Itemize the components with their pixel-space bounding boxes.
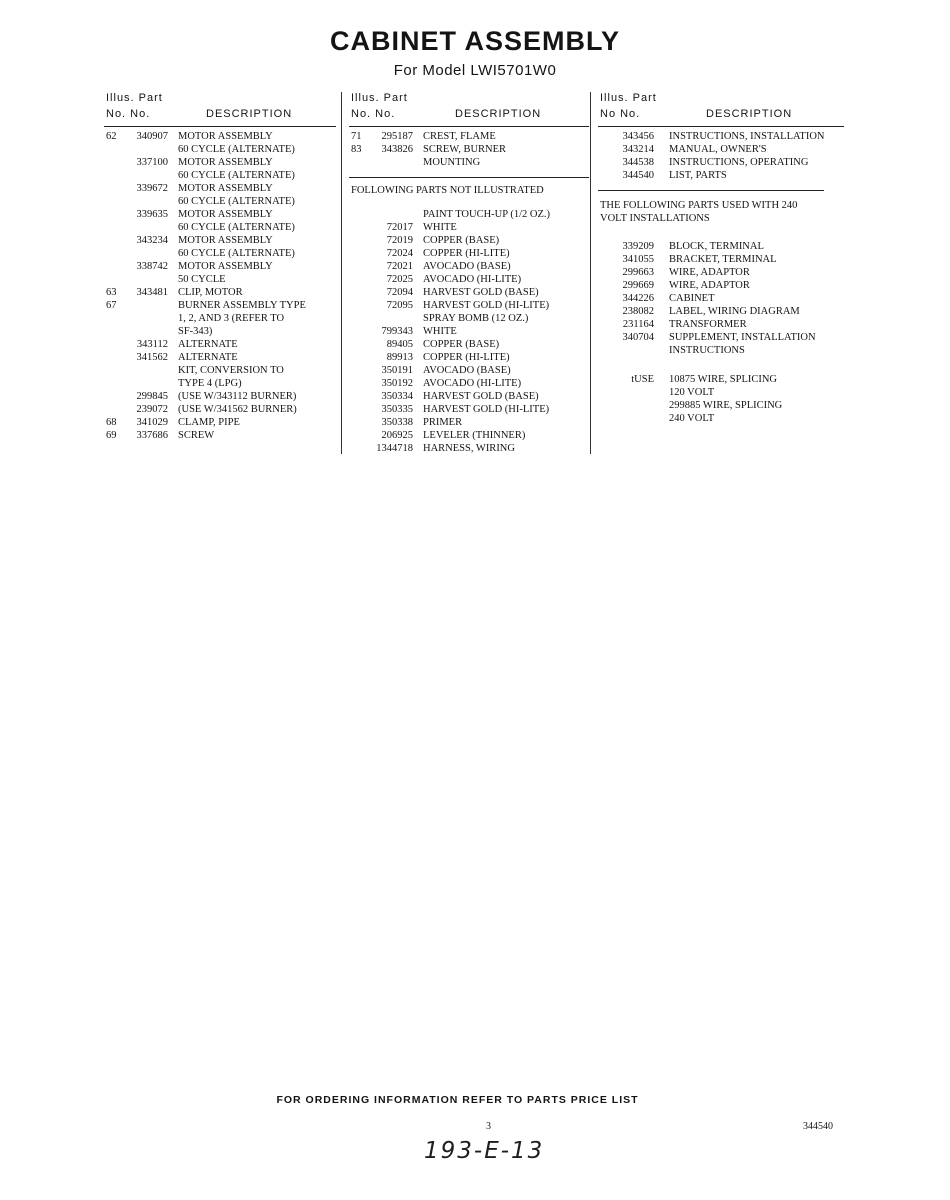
page-title: CABINET ASSEMBLY — [329, 26, 621, 56]
part-description: CLAMP, PIPE — [178, 417, 240, 428]
parts-row — [598, 169, 844, 182]
part-description: WIRE, ADAPTOR — [669, 267, 750, 278]
part-description: 60 CYCLE (ALTERNATE) — [178, 196, 295, 207]
parts-row — [349, 208, 589, 221]
parts-row — [349, 442, 589, 455]
part-number: 350338 — [381, 417, 413, 428]
part-number: 72021 — [386, 261, 413, 272]
parts-row — [104, 299, 336, 312]
parts-row — [349, 299, 589, 312]
part-number: 350191 — [381, 365, 413, 376]
part-number: 343826 — [381, 144, 413, 155]
part-description: PRIMER — [423, 417, 463, 428]
part-number: 343112 — [136, 339, 168, 350]
part-number: 239072 — [136, 404, 168, 415]
part-description: AVOCADO (BASE) — [423, 365, 511, 376]
parts-row — [598, 143, 844, 156]
header-no-no: No. No. — [351, 108, 396, 120]
illus-number: 67 — [106, 300, 117, 311]
part-number: 341562 — [136, 352, 168, 363]
parts-row — [598, 130, 844, 143]
parts-column-3 — [598, 90, 844, 425]
parts-row — [349, 338, 589, 351]
part-description: AVOCADO (HI-LITE) — [423, 378, 522, 389]
illus-number: 68 — [106, 417, 117, 428]
parts-row — [598, 279, 844, 292]
part-description: HARVEST GOLD (BASE) — [423, 287, 539, 298]
part-description: SUPPLEMENT, INSTALLATION — [669, 332, 816, 343]
part-description: TYPE 4 (LPG) — [178, 378, 242, 389]
part-number: 206925 — [381, 430, 413, 441]
part-description: MOTOR ASSEMBLY — [178, 261, 273, 272]
part-number: 299663 — [622, 267, 654, 278]
parts-row — [104, 247, 336, 260]
part-number: 72025 — [386, 274, 413, 285]
part-number: 341055 — [622, 254, 654, 265]
column-header — [104, 90, 336, 127]
part-description: 60 CYCLE (ALTERNATE) — [178, 170, 295, 181]
parts-row — [598, 253, 844, 266]
part-number: 343234 — [136, 235, 168, 246]
parts-list — [598, 237, 844, 357]
parts-row — [104, 338, 336, 351]
part-description: 10875 WIRE, SPLICING — [669, 374, 778, 385]
part-number: 72095 — [386, 300, 413, 311]
part-number: 341029 — [136, 417, 168, 428]
part-description: SCREW, BURNER — [423, 144, 507, 155]
column-divider — [590, 92, 591, 454]
parts-row — [349, 416, 589, 429]
part-description: MOUNTING — [423, 157, 481, 168]
section-heading: THE FOLLOWING PARTS USED WITH 240 — [600, 200, 798, 211]
section-divider — [598, 190, 824, 191]
part-description: MANUAL, OWNER'S — [669, 144, 767, 155]
part-number: 295187 — [381, 131, 413, 142]
parts-row — [349, 390, 589, 403]
parts-row — [104, 416, 336, 429]
parts-row — [598, 305, 844, 318]
parts-list — [349, 127, 589, 169]
part-number: 350192 — [381, 378, 413, 389]
parts-row — [349, 312, 589, 325]
parts-row — [104, 286, 336, 299]
parts-row — [104, 169, 336, 182]
section-divider — [349, 177, 589, 178]
part-description: MOTOR ASSEMBLY — [178, 131, 273, 142]
part-description: SF-343) — [178, 326, 213, 337]
part-number: 343456 — [622, 131, 654, 142]
part-description: MOTOR ASSEMBLY — [178, 235, 273, 246]
parts-row — [598, 373, 844, 386]
parts-row — [349, 429, 589, 442]
part-number: tUSE — [631, 374, 654, 385]
part-number: 1344718 — [376, 443, 413, 454]
part-description: 60 CYCLE (ALTERNATE) — [178, 248, 295, 259]
parts-row — [349, 130, 589, 143]
parts-row — [598, 412, 844, 425]
part-number: 89405 — [386, 339, 413, 350]
header-no-no: No. No. — [106, 108, 151, 120]
header-illus-part: Illus. Part — [106, 92, 163, 104]
parts-row — [349, 364, 589, 377]
part-number: 238082 — [622, 306, 654, 317]
part-number: 343214 — [622, 144, 654, 155]
parts-row — [104, 312, 336, 325]
illus-number: 69 — [106, 430, 117, 441]
parts-row — [598, 266, 844, 279]
part-description: AVOCADO (HI-LITE) — [423, 274, 522, 285]
part-number: 89913 — [386, 352, 413, 363]
part-description: LEVELER (THINNER) — [423, 430, 526, 441]
parts-row — [349, 273, 589, 286]
parts-row — [349, 403, 589, 416]
part-description: COPPER (BASE) — [423, 339, 500, 350]
model-subtitle: For Model LWI5701W0 — [393, 62, 557, 79]
part-description: ALTERNATE — [178, 352, 238, 363]
parts-row — [349, 143, 589, 156]
parts-column-2 — [349, 90, 589, 455]
part-number: 350335 — [381, 404, 413, 415]
part-description: (USE W/341562 BURNER) — [178, 404, 297, 415]
part-description: WHITE — [423, 326, 457, 337]
parts-row — [349, 247, 589, 260]
part-description: SCREW — [178, 430, 215, 441]
part-number: 339672 — [136, 183, 168, 194]
header-illus-part: Illus. Part — [600, 92, 657, 104]
illus-number: 83 — [351, 144, 362, 155]
part-number: 340704 — [622, 332, 654, 343]
parts-row — [349, 260, 589, 273]
part-description: HARVEST GOLD (BASE) — [423, 391, 539, 402]
part-description: KIT, CONVERSION TO — [178, 365, 284, 376]
part-description: PAINT TOUCH-UP (1/2 OZ.) — [423, 209, 550, 220]
parts-row — [598, 292, 844, 305]
header-illus-part: Illus. Part — [351, 92, 408, 104]
header-description: DESCRIPTION — [455, 108, 542, 120]
parts-row — [349, 377, 589, 390]
part-description: TRANSFORMER — [669, 319, 747, 330]
parts-row — [104, 377, 336, 390]
part-description: MOTOR ASSEMBLY — [178, 157, 273, 168]
part-description: BRACKET, TERMINAL — [669, 254, 777, 265]
part-number: 343481 — [136, 287, 168, 298]
part-description: 60 CYCLE (ALTERNATE) — [178, 144, 295, 155]
part-description: LABEL, WIRING DIAGRAM — [669, 306, 800, 317]
part-description: MOTOR ASSEMBLY — [178, 183, 273, 194]
part-description: INSTRUCTIONS, OPERATING — [669, 157, 809, 168]
part-number: 72019 — [386, 235, 413, 246]
parts-row — [104, 130, 336, 143]
part-description: INSTRUCTIONS — [669, 345, 745, 356]
parts-row — [104, 273, 336, 286]
part-number: 72024 — [386, 248, 413, 259]
parts-row — [349, 221, 589, 234]
part-description: BLOCK, TERMINAL — [669, 241, 764, 252]
part-number: 299669 — [622, 280, 654, 291]
part-number: 231164 — [622, 319, 654, 330]
parts-row — [598, 399, 844, 412]
part-description: COPPER (BASE) — [423, 235, 500, 246]
part-number: 344226 — [622, 293, 654, 304]
illus-number: 62 — [106, 131, 117, 142]
part-description: CABINET — [669, 293, 715, 304]
parts-row — [349, 351, 589, 364]
ordering-note: FOR ORDERING INFORMATION REFER TO PARTS PRICE LIST — [276, 1094, 639, 1106]
section-heading: FOLLOWING PARTS NOT ILLUSTRATED — [351, 185, 544, 196]
part-description: 240 VOLT — [669, 413, 715, 424]
parts-row — [598, 331, 844, 344]
part-description: HARVEST GOLD (HI-LITE) — [423, 300, 550, 311]
part-description: 50 CYCLE — [178, 274, 226, 285]
parts-row — [104, 403, 336, 416]
part-description: HARVEST GOLD (HI-LITE) — [423, 404, 550, 415]
parts-row — [598, 156, 844, 169]
part-description: COPPER (HI-LITE) — [423, 248, 510, 259]
part-number: 337100 — [136, 157, 168, 168]
part-number: 338742 — [136, 261, 168, 272]
part-description: INSTRUCTIONS, INSTALLATION — [669, 131, 825, 142]
part-number: 72017 — [386, 222, 413, 233]
page-number: 3 — [486, 1121, 491, 1132]
part-description: HARNESS, WIRING — [423, 443, 515, 454]
parts-list — [104, 127, 336, 442]
part-number: 337686 — [136, 430, 168, 441]
part-number: 339209 — [622, 241, 654, 252]
part-number: 299845 — [136, 391, 168, 402]
part-description: CREST, FLAME — [423, 131, 496, 142]
header-description: DESCRIPTION — [706, 108, 793, 120]
parts-row — [104, 143, 336, 156]
part-number: 72094 — [386, 287, 413, 298]
parts-row — [104, 364, 336, 377]
part-description: 60 CYCLE (ALTERNATE) — [178, 222, 295, 233]
parts-row — [598, 386, 844, 399]
parts-row — [104, 429, 336, 442]
part-description: ALTERNATE — [178, 339, 238, 350]
part-number: 350334 — [381, 391, 413, 402]
column-header — [349, 90, 589, 127]
parts-row — [598, 240, 844, 253]
parts-row — [104, 260, 336, 273]
part-description: CLIP, MOTOR — [178, 287, 243, 298]
parts-row — [104, 156, 336, 169]
parts-row — [104, 234, 336, 247]
part-number: 340907 — [136, 131, 168, 142]
parts-row — [104, 195, 336, 208]
parts-row — [104, 351, 336, 364]
part-description: AVOCADO (BASE) — [423, 261, 511, 272]
parts-row — [104, 182, 336, 195]
part-description: WHITE — [423, 222, 457, 233]
parts-row — [598, 344, 844, 357]
parts-row — [349, 234, 589, 247]
part-number: 344538 — [622, 157, 654, 168]
document-number: 344540 — [803, 1121, 833, 1132]
parts-row — [104, 208, 336, 221]
parts-row — [104, 390, 336, 403]
illus-number: 71 — [351, 131, 362, 142]
parts-row — [104, 221, 336, 234]
part-number: 339635 — [136, 209, 168, 220]
parts-column-1 — [104, 90, 336, 442]
part-number: 344540 — [622, 170, 654, 181]
column-header — [598, 90, 844, 127]
illus-number: 63 — [106, 287, 117, 298]
part-number: 799343 — [381, 326, 413, 337]
parts-row — [104, 325, 336, 338]
part-description: 299885 WIRE, SPLICING — [669, 400, 783, 411]
section-heading: VOLT INSTALLATIONS — [600, 213, 710, 224]
part-description: WIRE, ADAPTOR — [669, 280, 750, 291]
handwritten-note: 193-E-13 — [424, 1138, 545, 1164]
parts-row — [349, 286, 589, 299]
header-no-no: No No. — [600, 108, 641, 120]
part-description: (USE W/343112 BURNER) — [178, 391, 297, 402]
parts-row — [598, 318, 844, 331]
parts-row — [349, 156, 589, 169]
parts-row — [349, 325, 589, 338]
part-description: LIST, PARTS — [669, 170, 727, 181]
parts-list — [349, 205, 589, 455]
header-description: DESCRIPTION — [206, 108, 293, 120]
column-divider — [341, 92, 342, 454]
part-description: MOTOR ASSEMBLY — [178, 209, 273, 220]
part-description: 1, 2, AND 3 (REFER TO — [178, 313, 285, 324]
parts-list — [598, 370, 844, 425]
part-description: BURNER ASSEMBLY TYPE — [178, 300, 306, 311]
part-description: 120 VOLT — [669, 387, 715, 398]
part-description: SPRAY BOMB (12 OZ.) — [423, 313, 529, 324]
part-description: COPPER (HI-LITE) — [423, 352, 510, 363]
parts-list — [598, 127, 844, 182]
